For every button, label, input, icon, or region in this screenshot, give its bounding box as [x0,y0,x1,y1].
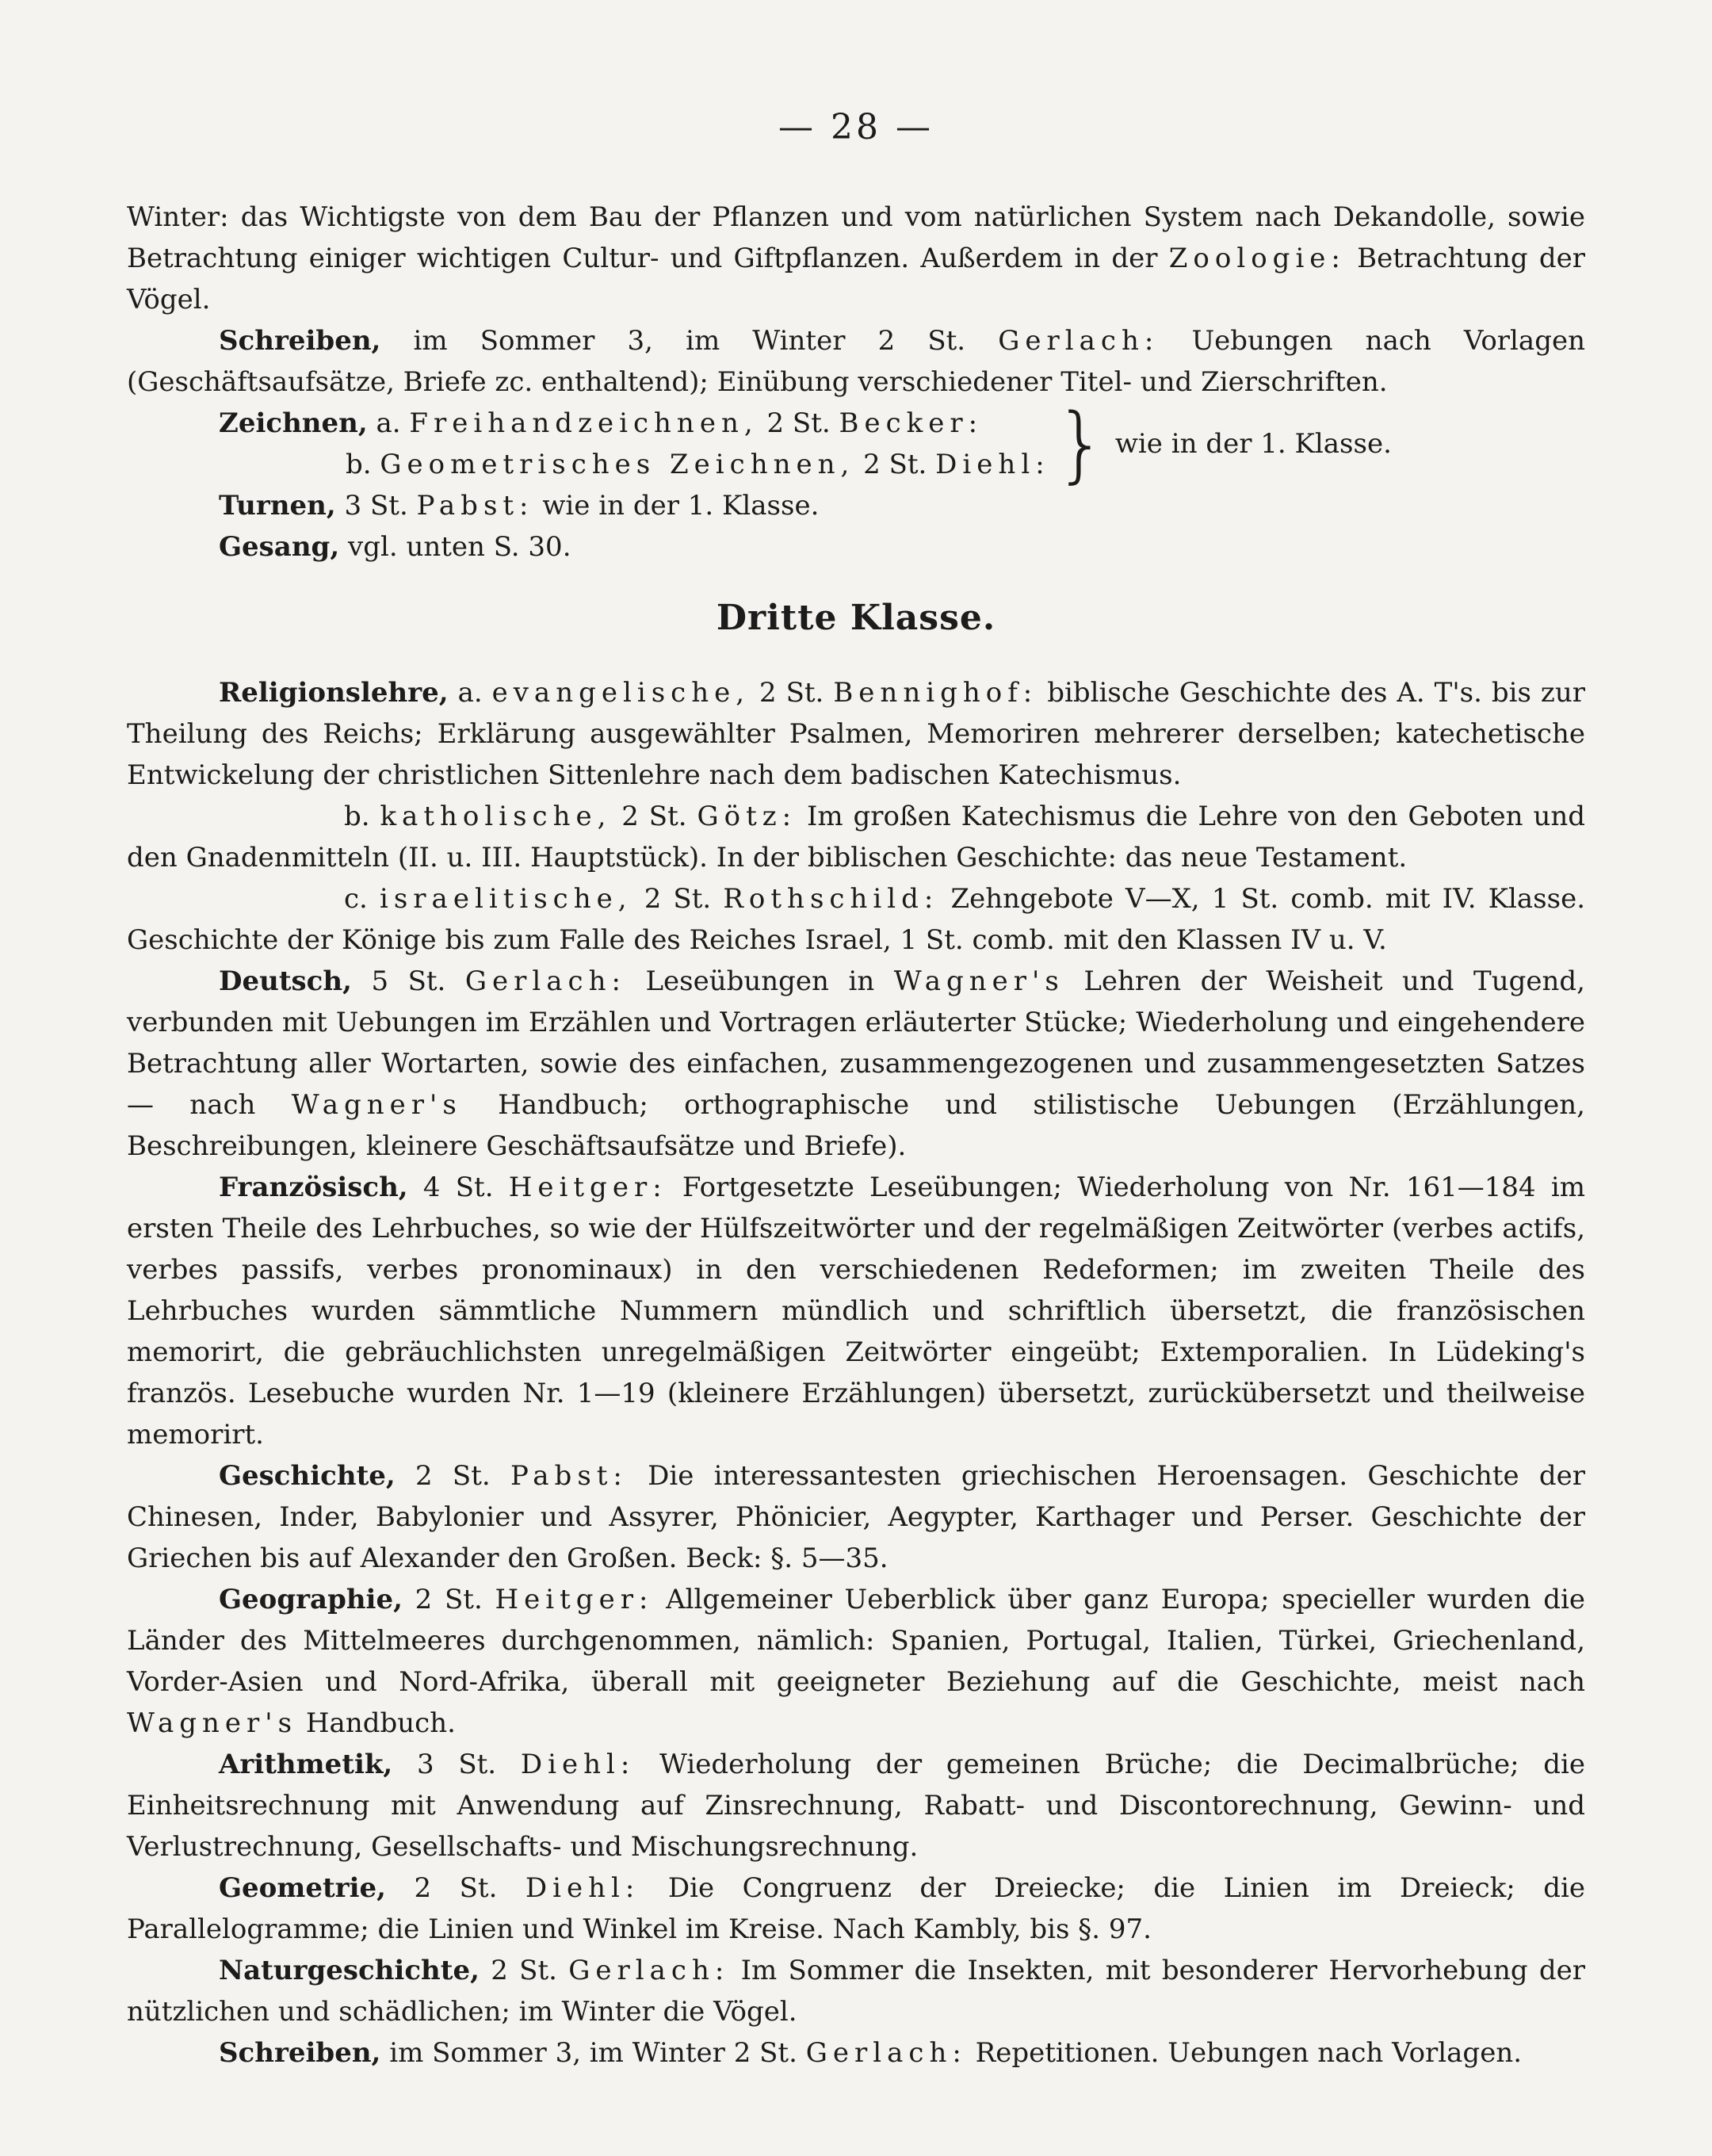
zeichnen-line-a: Zeichnen, a. Freihandzeichnen, 2 St. Becker: [219,407,984,439]
paragraph-botany-continuation: Winter: das Wichtigste von dem Bau der Pflanzen und vom natürlichen System nach Dekandolle, sowie Betrachtung einiger wichtigen Cultur- und Giftpflanzen. Außerdem in der Zoologie: Betrachtung der Vögel. [127,201,1586,315]
paragraph-zeichnen [219,396,1585,492]
paragraph-naturgeschichte: Naturgeschichte, 2 St. Gerlach: Im Sommer die Insekten, mit besonderer Hervorhebung der nützlichen und schädlichen; im Winter die Vögel. [127,1955,1586,2028]
paragraph-religion-b: b. katholische, 2 St. Götz: Im großen Katechismus die Lehre von den Geboten und den Gnadenmitteln (II. u. III. Hauptstück). In der biblischen Geschichte: das neue Testament. [127,801,1586,873]
paragraph-deutsch: Deutsch, 5 St. Gerlach: Leseübungen in Wagner's Lehren der Weisheit und Tugend, verbunden mit Uebungen im Erzählen und Vortragen erläuterter Stücke; Wiederholung und eingehendere Betrachtung aller Wortarten, sowie des einfachen, zusammengezogenen und zusammengesetzten Satzes — nach Wagner's Handbuch; orthographische und stilistische Uebungen (Erzählungen, Beschreibungen, kleinere Geschäftsaufsätze und Briefe). [127,965,1585,1162]
brace-icon: } [1054,396,1107,492]
page-number: — 28 — [778,107,934,147]
paragraph-arithmetik: Arithmetik, 3 St. Diehl: Wiederholung der gemeinen Brüche; die Decimalbrüche; die Einheitsrechnung mit Anwendung auf Zinsrechnung, Rabatt- und Discontorechnung, Gewinn- und Verlustrechnung, Gesellschafts- und Mischungsrechnung. [127,1749,1586,1863]
page-body [127,197,1585,2074]
zeichnen-shared-note: wie in der 1. Klasse. [1114,428,1392,460]
paragraph-gesang: Gesang, vgl. unten S. 30. [219,531,571,563]
paragraph-schreiben-dritte: Schreiben, im Sommer 3, im Winter 2 St. Gerlach: Repetitionen. Uebungen nach Vorlagen. [219,2037,1523,2069]
paragraph-geschichte: Geschichte, 2 St. Pabst: Die interessantesten griechischen Heroensagen. Geschichte der Chinesen, Inder, Babylonier und Assyrer, Phönicier, Aegypter, Karthager und Perser. Geschichte der Griechen bis auf Alexander den Großen. Beck: §. 5—35. [127,1460,1586,1574]
paragraph-turnen: Turnen, 3 St. Pabst: wie in der 1. Klasse. [219,490,820,522]
paragraph-geometrie: Geometrie, 2 St. Diehl: Die Congruenz der Dreiecke; die Linien im Dreieck; die Parallelogramme; die Linien und Winkel im Kreise. Nach Kambly, bis §. 97. [127,1872,1586,1945]
paragraph-franzoesisch: Französisch, 4 St. Heitger: Fortgesetzte Leseübungen; Wiederholung von Nr. 161—184 im ersten Theile des Lehrbuches, so wie der Hülfszeitwörter und der regelmäßigen Zeitwörter (verbes actifs, verbes passifs, verbes pronominaux) in den verschiedenen Redeformen; im zweiten Theile des Lehrbuches wurden sämmtliche Nummern mündlich und schriftlich übersetzt, die französischen memorirt, die gebräuchlichsten unregelmäßigen Zeitwörter eingeübt; Extemporalien. In Lüdeking's französ. Lesebuche wurden Nr. 1—19 (kleinere Erzählungen) übersetzt, zurückübersetzt und theilweise memorirt. [127,1172,1585,1451]
paragraph-geographie: Geographie, 2 St. Heitger: Allgemeiner Ueberblick über ganz Europa; specieller wurden die Länder des Mittelmeeres durchgenommen, nämlich: Spanien, Portugal, Italien, Türkei, Griechenland, Vorder-Asien und Nord-Afrika, überall mit geeigneter Beziehung auf die Geschichte, meist nach Wagner's Handbuch. [127,1584,1585,1739]
paragraph-schreiben: Schreiben, im Sommer 3, im Winter 2 St. Gerlach: Uebungen nach Vorlagen (Geschäftsaufsätze, Briefe zc. enthaltend); Einübung verschiedener Titel- und Zierschriften. [127,325,1585,398]
paragraph-religion-a: Religionslehre, a. evangelische, 2 St. Bennighof: biblische Geschichte des A. T's. bis zur Theilung des Reichs; Erklärung ausgewählter Psalmen, Memoriren mehrerer derselben; katechetische Entwickelung der christlichen Sittenlehre nach dem badischen Katechismus. [127,677,1585,791]
paragraph-religion-c: c. israelitische, 2 St. Rothschild: Zehngebote V—X, 1 St. comb. mit IV. Klasse. Geschichte der Könige bis zum Falle des Reiches Israel, 1 St. comb. mit den Klassen IV u. V. [127,883,1586,956]
section-heading: Dritte Klasse. [716,598,996,638]
zeichnen-line-b: b. Geometrisches Zeichnen, 2 St. Diehl: [346,449,1050,480]
